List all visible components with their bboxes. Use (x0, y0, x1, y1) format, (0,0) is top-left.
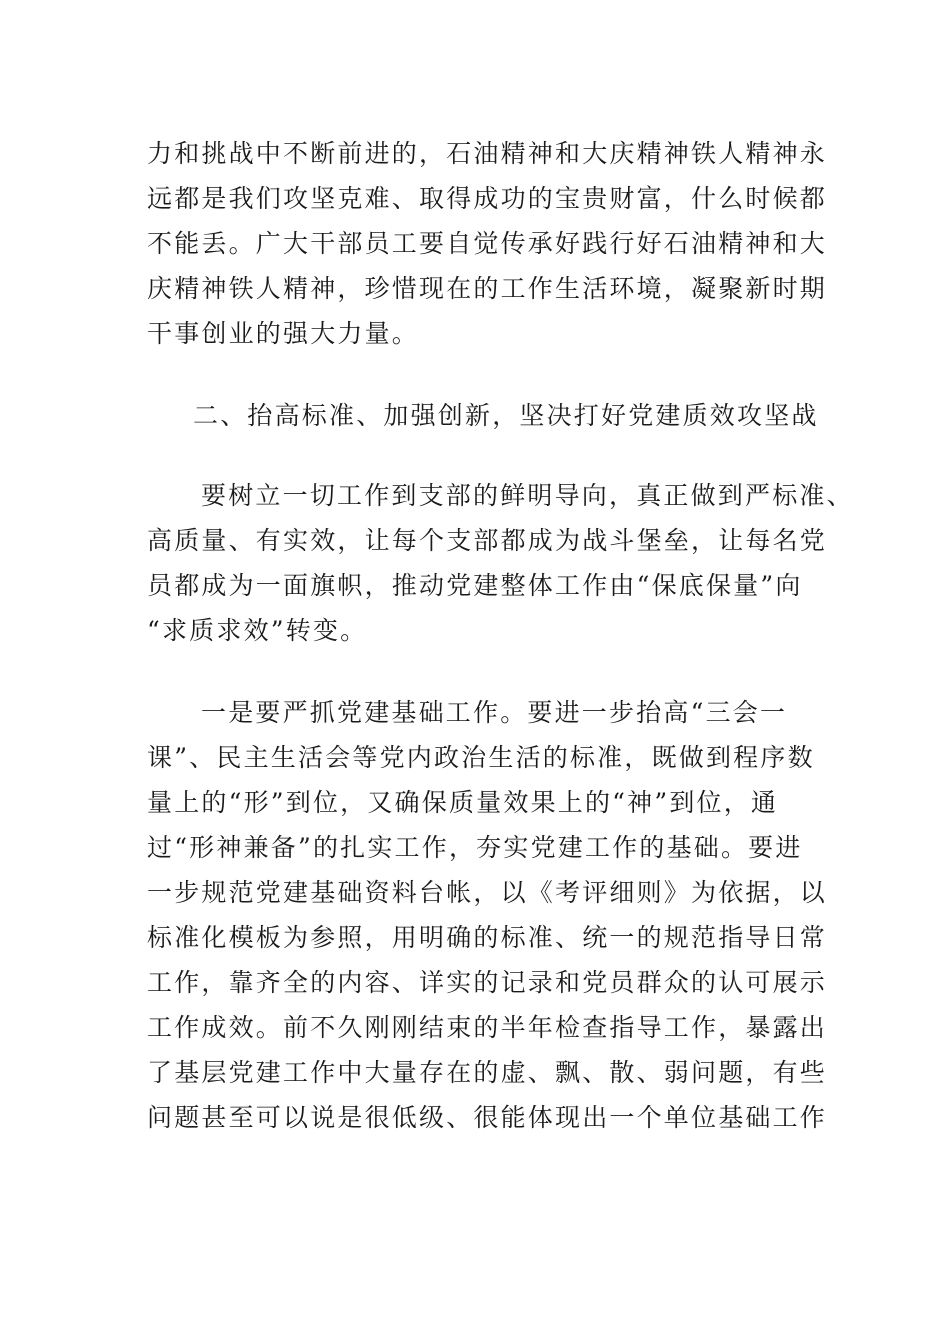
text-line: 一是要严抓党建基础工作。要进一步抬高“三会一 (201, 698, 788, 727)
text-line: 庆精神铁人精神，珍惜现在的工作生活环境，凝聚新时期 (147, 274, 828, 303)
text-line: 工作，靠齐全的内容、详实的记录和党员群众的认可展示 (147, 968, 828, 997)
text-line: 干事创业的强大力量。 (147, 319, 420, 348)
text-line: 远都是我们攻坚克难、取得成功的宝贵财富，什么时候都 (147, 184, 828, 213)
text-line: 问题甚至可以说是很低级、很能体现出一个单位基础工作 (147, 1103, 828, 1132)
text-line: 力和挑战中不断前进的，石油精神和大庆精神铁人精神永 (147, 139, 828, 168)
text-line: 课”、民主生活会等党内政治生活的标准，既做到程序数 (147, 743, 815, 772)
text-line: 员都成为一面旗帜，推动党建整体工作由“保底保量”向 (147, 571, 803, 600)
text-line: 高质量、有实效，让每个支部都成为战斗堡垒，让每名党 (147, 526, 828, 555)
section-heading: 二、抬高标准、加强创新，坚决打好党建质效攻坚战 (193, 401, 819, 430)
text-line: “求质求效”转变。 (147, 616, 368, 645)
text-line: 工作成效。前不久刚刚结束的半年检查指导工作，暴露出 (147, 1013, 828, 1042)
text-line: 过“形神兼备”的扎实工作，夯实党建工作的基础。要进 (147, 833, 803, 862)
text-line: 量上的“形”到位，又确保质量效果上的“神”到位，通 (147, 788, 779, 817)
text-line: 标准化模板为参照，用明确的标准、统一的规范指导日常 (147, 923, 828, 952)
text-line: 不能丢。广大干部员工要自觉传承好践行好石油精神和大 (147, 229, 828, 258)
text-line: 要树立一切工作到支部的鲜明导向，真正做到严标准、 (201, 481, 854, 510)
text-line: 了基层党建工作中大量存在的虚、飘、散、弱问题，有些 (147, 1058, 828, 1087)
text-line: 一步规范党建基础资料台帐，以《考评细则》为依据，以 (147, 878, 828, 907)
